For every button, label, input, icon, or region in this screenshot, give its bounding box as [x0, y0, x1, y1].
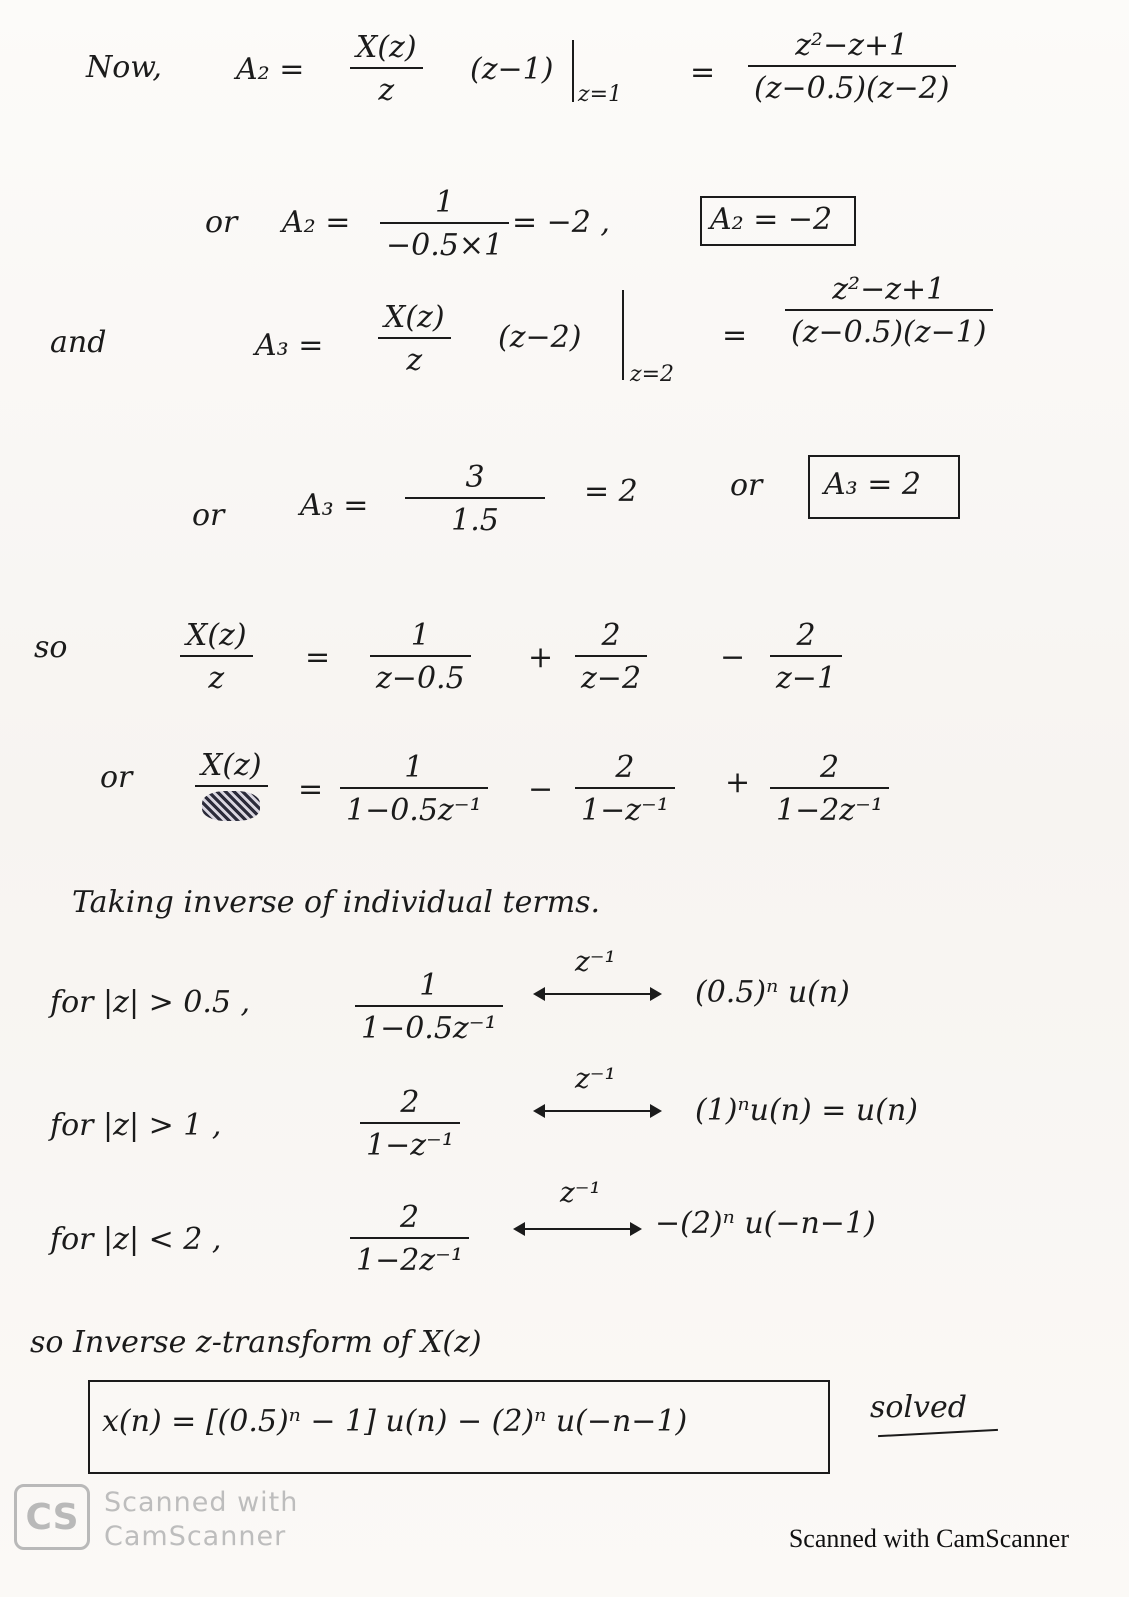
evaluation-bar — [622, 290, 624, 380]
fraction-numerator: X(z) — [356, 30, 417, 65]
x-over-z-fraction — [378, 300, 451, 378]
fraction-denominator: 1−2z⁻¹ — [356, 1243, 463, 1278]
a2-result: = −2 , — [512, 205, 610, 240]
fraction-numerator: 1 — [434, 185, 455, 220]
fraction-numerator: 2 — [399, 1200, 420, 1235]
minus-sign: − — [528, 772, 554, 807]
fraction-denominator: 1.5 — [451, 503, 499, 538]
pair3-result: −(2)ⁿ u(−n−1) — [655, 1206, 876, 1241]
final-answer: x(n) = [(0.5)ⁿ − 1] u(n) − (2)ⁿ u(−n−1) — [102, 1404, 688, 1439]
fraction-numerator: z²−z+1 — [795, 28, 909, 63]
fraction-numerator: X(z) — [384, 300, 445, 335]
a2-boxed-answer: A₂ = −2 — [710, 202, 833, 237]
fraction-denominator: z — [406, 343, 423, 378]
or-label: or — [100, 760, 133, 795]
term1-fraction — [370, 618, 471, 696]
a2-lhs: A₂ = — [236, 52, 305, 87]
term2-fraction — [575, 618, 647, 696]
now-label: Now, — [86, 50, 162, 85]
fraction-numerator: z²−z+1 — [832, 272, 946, 307]
term2-fraction — [575, 750, 675, 828]
fraction-denominator: 1−2z⁻¹ — [776, 793, 883, 828]
fraction-denominator: z — [208, 661, 225, 696]
fraction-denominator: 1−z⁻¹ — [366, 1128, 454, 1163]
watermark-line2: CamScanner — [104, 1521, 287, 1552]
a3-lhs: A₃ = — [255, 328, 324, 363]
a2-lhs: A₂ = — [282, 205, 351, 240]
a3-result: = 2 — [584, 474, 638, 509]
double-arrow-icon — [535, 1110, 660, 1112]
solved-note: solved — [870, 1390, 967, 1425]
or-label: or — [192, 498, 225, 533]
pair1-condition: for |z| > 0.5 , — [50, 985, 251, 1020]
pair1-fraction — [355, 968, 503, 1046]
fraction-denominator: 1−0.5z⁻¹ — [361, 1011, 497, 1046]
a2-rational-fraction — [748, 28, 956, 106]
fraction-denominator: 1−z⁻¹ — [581, 793, 669, 828]
fraction-numerator: 1 — [410, 618, 430, 653]
pair2-result: (1)ⁿu(n) = u(n) — [695, 1093, 918, 1128]
fraction-numerator: X(z) — [186, 618, 247, 653]
fraction-bar — [195, 785, 268, 787]
fraction-denominator: z−2 — [581, 661, 642, 696]
pair1-transform-label: z⁻¹ — [575, 945, 616, 978]
fraction-denominator: (z−0.5)(z−2) — [754, 71, 950, 106]
a3-lhs: A₃ = — [300, 488, 369, 523]
xz-lhs — [195, 748, 268, 821]
equals-sign: = — [298, 772, 324, 807]
plus-sign: + — [725, 765, 751, 800]
watermark-line1: Scanned with — [104, 1487, 299, 1518]
double-arrow-icon — [535, 993, 660, 995]
a2-answer-box — [700, 196, 856, 246]
plus-sign: + — [528, 640, 554, 675]
fraction-numerator: X(z) — [201, 748, 262, 783]
final-answer-box — [88, 1380, 830, 1474]
fraction-numerator: 2 — [601, 618, 621, 653]
a3-answer-box — [808, 455, 960, 519]
fraction-denominator: z — [378, 73, 395, 108]
eval-point-z2: z=2 — [630, 362, 675, 387]
fraction-numerator: 2 — [400, 1085, 420, 1120]
x-over-z-fraction — [350, 30, 423, 108]
fraction-denominator: z−0.5 — [376, 661, 465, 696]
fraction-numerator: 2 — [615, 750, 635, 785]
fraction-denominator: 1−0.5z⁻¹ — [346, 793, 482, 828]
pair2-condition: for |z| > 1 , — [50, 1108, 222, 1143]
evaluation-bar — [572, 40, 574, 102]
xz-over-z-lhs — [180, 618, 253, 696]
conclusion-text: so Inverse z-transform of X(z) — [30, 1325, 482, 1360]
eval-point-z1: z=1 — [578, 82, 623, 107]
and-label: and — [50, 325, 107, 360]
factor-z-minus-2: (z−2) — [498, 320, 582, 355]
equals-sign: = — [722, 318, 748, 353]
pair1-result: (0.5)ⁿ u(n) — [695, 975, 850, 1010]
pair3-transform-label: z⁻¹ — [560, 1176, 601, 1209]
scribbled-denominator — [202, 791, 260, 821]
term1-fraction — [340, 750, 488, 828]
fraction-numerator: 1 — [419, 968, 439, 1003]
double-arrow-icon — [515, 1228, 640, 1230]
pair3-condition: for |z| < 2 , — [50, 1222, 222, 1257]
a3-value-fraction — [405, 460, 545, 538]
fraction-numerator: 1 — [404, 750, 424, 785]
fraction-denominator: −0.5×1 — [386, 228, 504, 263]
term3-fraction — [770, 750, 889, 828]
solved-underline — [878, 1429, 998, 1437]
fraction-denominator: (z−0.5)(z−1) — [791, 315, 987, 350]
equals-sign: = — [690, 55, 716, 90]
equals-sign: = — [305, 640, 331, 675]
a3-rational-fraction — [785, 272, 993, 350]
fraction-numerator: 2 — [796, 618, 816, 653]
so-label: so — [34, 630, 68, 665]
a3-boxed-answer: A₃ = 2 — [824, 467, 921, 502]
pair2-fraction — [360, 1085, 460, 1163]
fraction-numerator: 3 — [465, 460, 485, 495]
pair3-fraction — [350, 1200, 469, 1278]
minus-sign: − — [720, 640, 746, 675]
or-label: or — [205, 205, 238, 240]
pair2-transform-label: z⁻¹ — [575, 1062, 616, 1095]
a2-value-fraction — [380, 185, 509, 263]
factor-z-minus-1: (z−1) — [470, 52, 554, 87]
footer-scanned-text: Scanned with CamScanner — [788, 1524, 1069, 1553]
fraction-numerator: 2 — [819, 750, 840, 785]
taking-inverse-heading: Taking inverse of individual terms. — [72, 885, 601, 920]
or-label: or — [730, 468, 763, 503]
camscanner-logo: CS — [14, 1484, 90, 1550]
fraction-denominator: z−1 — [776, 661, 837, 696]
term3-fraction — [770, 618, 842, 696]
